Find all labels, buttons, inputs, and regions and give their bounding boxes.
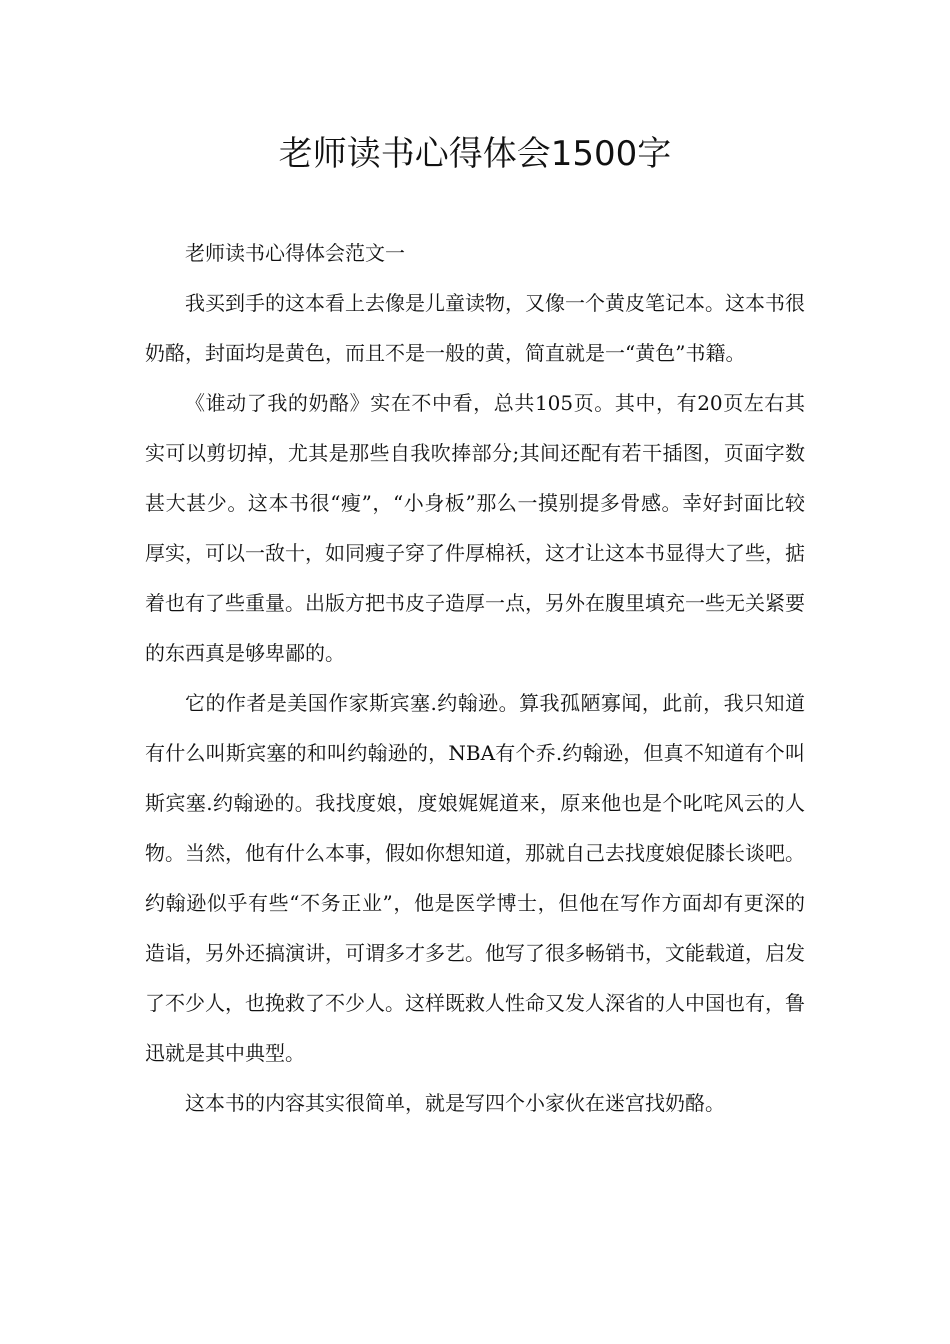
document-body [145,228,805,1128]
section-heading: 老师读书心得体会范文一 [185,241,405,265]
document-title: 老师读书心得体会1500字 [278,134,672,174]
paragraph: 这本书的内容其实很简单，就是写四个小家伙在迷宫找奶酪。 [185,1091,725,1115]
paragraph: 它的作者是美国作家斯宾塞.约翰逊。算我孤陋寡闻，此前，我只知道有什么叫斯宾塞的和叫约翰逊的，NBA有个乔.约翰逊，但真不知道有个叫斯宾塞.约翰逊的。我找度娘，度娘娓娓道来，原来他也是个叱咤风云的人物。当然，他有什么本事，假如你想知道，那就自己去找度娘促膝长谈吧。约翰逊似乎有些“不务正业”，他是医学博士，但他在写作方面却有更深的造诣，另外还搞演讲，可谓多才多艺。他写了很多畅销书，文能载道，启发了不少人，也挽救了不少人。这样既救人性命又发人深省的人中国也有，鲁迅就是其中典型。 [145,691,805,1065]
paragraph: 我买到手的这本看上去像是儿童读物，又像一个黄皮笔记本。这本书很奶酪，封面均是黄色，而且不是一般的黄，简直就是一“黄色”书籍。 [145,291,805,365]
paragraph: 《谁动了我的奶酪》实在不中看，总共105页。其中，有20页左右其实可以剪切掉，尤其是那些自我吹捧部分;其间还配有若干插图，页面字数甚大甚少。这本书很“瘦”，“小身板”那么一摸别提多骨感。幸好封面比较厚实，可以一敌十，如同瘦子穿了件厚棉袄，这才让这本书显得大了些，掂着也有了些重量。出版方把书皮子造厚一点，另外在腹里填充一些无关紧要的东西真是够卑鄙的。 [145,391,805,665]
